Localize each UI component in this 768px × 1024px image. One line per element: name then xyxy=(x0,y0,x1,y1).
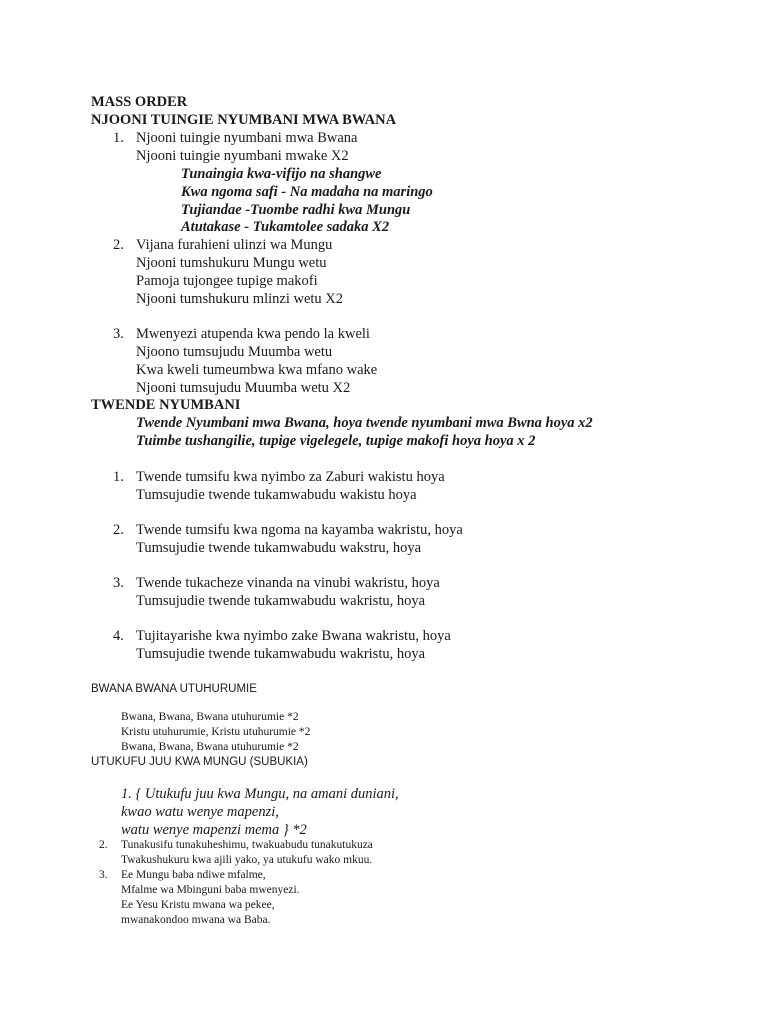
verse-number: 1. xyxy=(113,469,124,485)
chorus-line: Kwa ngoma safi - Na madaha na maringo xyxy=(181,184,433,200)
lyric-line: Vijana furahieni ulinzi wa Mungu xyxy=(136,237,333,253)
verse-number: 2. xyxy=(113,522,124,538)
verse-number: 4. xyxy=(113,628,124,644)
refrain-line: 1. { Utukufu juu kwa Mungu, na amani duniani, xyxy=(121,786,399,802)
lyric-line: Njooni tuingie nyumbani mwa Bwana xyxy=(136,130,358,146)
lyric-line: Mwenyezi atupenda kwa pendo la kweli xyxy=(136,326,370,342)
lyric-line: Pamoja tujongee tupige makofi xyxy=(136,273,318,289)
lyric-line: Njooni tuingie nyumbani mwake X2 xyxy=(136,148,349,164)
lyric-line: Tunakusifu tunakuheshimu, twakuabudu tunakutukuza xyxy=(121,839,373,851)
chorus-line: Atutakase - Tukamtolee sadaka X2 xyxy=(181,219,390,235)
lyric-line: Bwana, Bwana, Bwana utuhurumie *2 xyxy=(121,711,299,723)
lyric-line: Mfalme wa Mbinguni baba mwenyezi. xyxy=(121,884,300,896)
refrain-line: watu wenye mapenzi mema } *2 xyxy=(121,822,307,838)
lyric-line: Tumsujudie twende tukamwabudu wakistu hoya xyxy=(136,487,417,503)
lyric-line: Tumsujudie twende tukamwabudu wakristu, hoya xyxy=(136,646,426,662)
chorus-line: Tunaingia kwa-vifijo na shangwe xyxy=(181,166,382,182)
chorus-line: Tujiandae -Tuombe radhi kwa Mungu xyxy=(181,202,411,218)
lyric-line: Njooni tumshukuru Mungu wetu xyxy=(136,255,327,271)
lyric-line: Bwana, Bwana, Bwana utuhurumie *2 xyxy=(121,741,299,753)
verse-number: 3. xyxy=(99,869,108,881)
lyric-line: Twakushukuru kwa ajili yako, ya utukufu wako mkuu. xyxy=(121,854,373,866)
verse-number: 2. xyxy=(99,839,108,851)
lyric-line: mwanakondoo mwana wa Baba. xyxy=(121,914,271,926)
verse-number: 3. xyxy=(113,326,124,342)
chorus-line: Tuimbe tushangilie, tupige vigelegele, tupige makofi hoya hoya x 2 xyxy=(136,433,536,449)
lyric-line: Kwa kweli tumeumbwa kwa mfano wake xyxy=(136,362,378,378)
lyric-line: Tumsujudie twende tukamwabudu wakstru, hoya xyxy=(136,540,422,556)
section-heading: BWANA BWANA UTUHURUMIE xyxy=(91,683,257,695)
lyric-line: Tumsujudie twende tukamwabudu wakristu, hoya xyxy=(136,593,426,609)
section-heading: NJOONI TUINGIE NYUMBANI MWA BWANA xyxy=(91,112,397,128)
lyric-line: Twende tumsifu kwa nyimbo za Zaburi wakistu hoya xyxy=(136,469,445,485)
refrain-line: kwao watu wenye mapenzi, xyxy=(121,804,279,820)
lyric-line: Njooni tumshukuru mlinzi wetu X2 xyxy=(136,291,344,307)
lyric-line: Kristu utuhurumie, Kristu utuhurumie *2 xyxy=(121,726,311,738)
verse-number: 1. xyxy=(113,130,124,146)
lyric-line: Njooni tumsujudu Muumba wetu X2 xyxy=(136,380,351,396)
lyric-line: Ee Mungu baba ndiwe mfalme, xyxy=(121,869,266,881)
document-title: MASS ORDER xyxy=(91,94,188,110)
lyric-line: Twende tumsifu kwa ngoma na kayamba wakristu, hoya xyxy=(136,522,463,538)
verse-number: 3. xyxy=(113,575,124,591)
lyric-line: Ee Yesu Kristu mwana wa pekee, xyxy=(121,899,275,911)
section-heading: UTUKUFU JUU KWA MUNGU (SUBUKIA) xyxy=(91,756,308,768)
verse-number: 2. xyxy=(113,237,124,253)
chorus-line: Twende Nyumbani mwa Bwana, hoya twende nyumbani mwa Bwna hoya x2 xyxy=(136,415,593,431)
section-heading: TWENDE NYUMBANI xyxy=(91,397,241,413)
lyric-line: Twende tukacheze vinanda na vinubi wakristu, hoya xyxy=(136,575,440,591)
lyric-line: Njoono tumsujudu Muumba wetu xyxy=(136,344,333,360)
lyric-line: Tujitayarishe kwa nyimbo zake Bwana wakristu, hoya xyxy=(136,628,451,644)
